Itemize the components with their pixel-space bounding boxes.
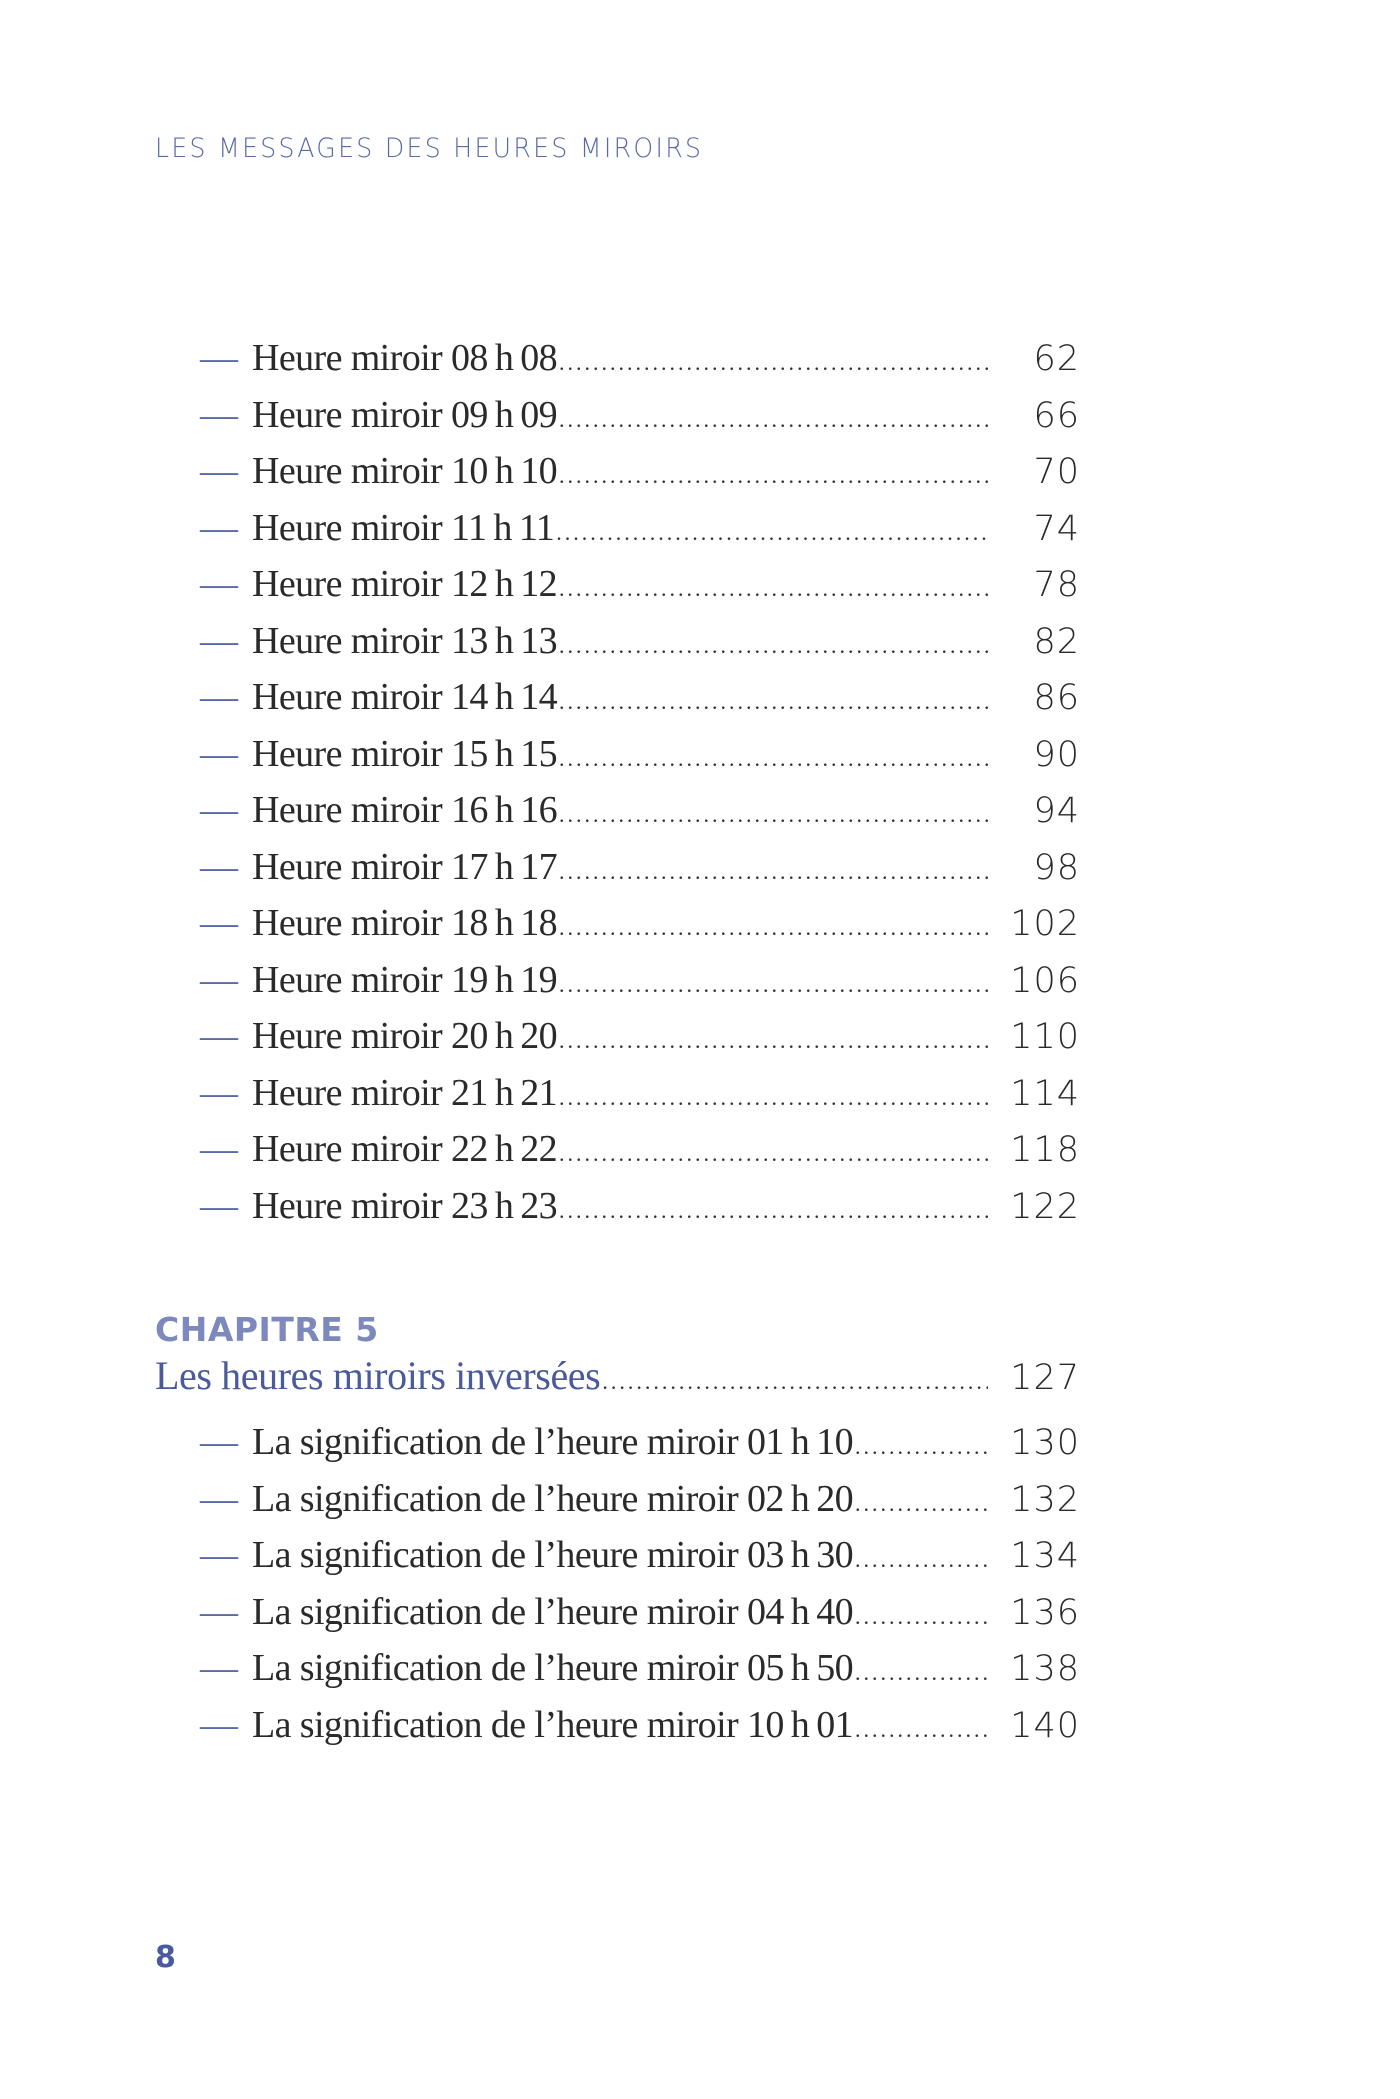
toc-entry-title: La signification de l’heure miroir 04 h 40 — [252, 1590, 854, 1633]
toc-entry[interactable] — [200, 1184, 1080, 1240]
toc-entry[interactable] — [200, 1477, 1080, 1533]
page-number: 74 — [1033, 508, 1080, 549]
toc-entry[interactable] — [200, 506, 1080, 562]
page-number: 102 — [1010, 904, 1080, 944]
toc-entry[interactable] — [200, 732, 1080, 788]
toc-entry-title: La signification de l’heure miroir 02 h 20 — [252, 1477, 854, 1520]
page-number: 132 — [1010, 1479, 1080, 1520]
dot-leader — [855, 1434, 988, 1460]
em-dash-icon: — — [200, 1071, 238, 1114]
toc-entry-title: Heure miroir 08 h 08 — [252, 337, 558, 379]
toc-entry-title: Heure miroir 09 h 09 — [252, 393, 558, 436]
toc-entry-title: La signification de l’heure miroir 03 h 30 — [252, 1534, 854, 1576]
toc-entry-title: Heure miroir 12 h 12 — [252, 563, 558, 605]
page-number: 114 — [1010, 1073, 1080, 1114]
page-number: 138 — [1010, 1649, 1080, 1689]
page-number: 130 — [1010, 1423, 1080, 1463]
toc-entry-title: Heure miroir 19 h 19 — [252, 958, 558, 1001]
toc-entry[interactable] — [200, 619, 1080, 675]
em-dash-icon: — — [200, 1703, 238, 1746]
toc-entry-title: Heure miroir 11 h 11 — [252, 506, 555, 549]
em-dash-icon: — — [200, 845, 238, 888]
page-number: 127 — [1010, 1358, 1080, 1398]
toc-entry[interactable] — [200, 1071, 1080, 1127]
toc-entry[interactable] — [200, 1420, 1080, 1476]
toc-entry[interactable] — [200, 845, 1080, 901]
page-number: 78 — [1033, 565, 1080, 605]
toc-entry-title: Heure miroir 16 h 16 — [252, 789, 558, 831]
toc-entry-title: Heure miroir 23 h 23 — [252, 1184, 558, 1227]
em-dash-icon: — — [200, 732, 238, 775]
page-number: 110 — [1010, 1017, 1080, 1057]
page-number: 106 — [1010, 960, 1080, 1001]
em-dash-icon: — — [200, 676, 238, 718]
dot-leader — [559, 689, 988, 715]
em-dash-icon: — — [200, 1477, 238, 1520]
em-dash-icon: — — [200, 1015, 238, 1057]
page-number: 118 — [1010, 1130, 1080, 1170]
dot-leader — [559, 1198, 988, 1224]
dot-leader — [855, 1717, 988, 1743]
em-dash-icon: — — [200, 902, 238, 944]
toc-entry-title: Heure miroir 14 h 14 — [252, 676, 558, 718]
dot-leader — [559, 859, 988, 885]
toc-entry[interactable] — [200, 449, 1080, 505]
toc-entry-title: Heure miroir 18 h 18 — [252, 902, 558, 944]
page-number: 140 — [1010, 1705, 1080, 1746]
toc-entry-title: Heure miroir 10 h 10 — [252, 450, 558, 492]
dot-leader — [559, 633, 988, 659]
em-dash-icon: — — [200, 337, 238, 379]
dot-leader — [602, 1369, 988, 1395]
dot-leader — [559, 915, 988, 941]
em-dash-icon: — — [200, 1647, 238, 1689]
page-number: 82 — [1033, 621, 1080, 662]
em-dash-icon: — — [200, 619, 238, 662]
dot-leader — [559, 576, 988, 602]
dot-leader — [559, 972, 988, 998]
em-dash-icon: — — [200, 1421, 238, 1463]
em-dash-icon: — — [200, 563, 238, 605]
dot-leader — [559, 350, 988, 376]
toc-entry-title: La signification de l’heure miroir 10 h 01 — [252, 1703, 854, 1746]
dot-leader — [559, 1085, 988, 1111]
em-dash-icon: — — [200, 393, 238, 436]
toc-entry-title: Heure miroir 13 h 13 — [252, 619, 558, 662]
running-head: LES MESSAGES DES HEURES MIROIRS — [155, 133, 704, 164]
dot-leader — [855, 1660, 988, 1686]
page-number: 94 — [1033, 791, 1080, 831]
dot-leader — [559, 1028, 988, 1054]
toc-entry-title: Heure miroir 15 h 15 — [252, 732, 558, 775]
toc-entry[interactable] — [200, 958, 1080, 1014]
toc-entry[interactable] — [200, 1014, 1080, 1070]
em-dash-icon: — — [200, 1590, 238, 1633]
toc-entry[interactable] — [200, 1533, 1080, 1589]
toc-entry-title: La signification de l’heure miroir 05 h 50 — [252, 1647, 854, 1689]
em-dash-icon: — — [200, 1184, 238, 1227]
page-number: 62 — [1033, 339, 1080, 379]
page-number: 134 — [1010, 1536, 1080, 1576]
toc-entry[interactable] — [200, 1646, 1080, 1702]
toc-entry[interactable] — [200, 675, 1080, 731]
dot-leader — [855, 1604, 988, 1630]
page-number: 66 — [1033, 395, 1080, 436]
folio-page-number: 8 — [155, 1940, 176, 1975]
toc-entry[interactable] — [200, 393, 1080, 449]
toc-entry[interactable] — [200, 1703, 1080, 1759]
chapter-title-row[interactable] — [155, 1352, 1080, 1408]
dot-leader — [559, 407, 988, 433]
chapter-title: Les heures miroirs inversées — [155, 1353, 601, 1398]
dot-leader — [855, 1547, 988, 1573]
dot-leader — [559, 463, 988, 489]
toc-entry-title: Heure miroir 22 h 22 — [252, 1128, 558, 1170]
toc-entry[interactable] — [200, 562, 1080, 618]
toc-entry[interactable] — [200, 1127, 1080, 1183]
chapter-label: CHAPITRE 5 — [155, 1310, 379, 1349]
dot-leader — [559, 746, 988, 772]
em-dash-icon: — — [200, 789, 238, 831]
page-number: 98 — [1033, 847, 1080, 888]
em-dash-icon: — — [200, 1128, 238, 1170]
em-dash-icon: — — [200, 958, 238, 1001]
toc-entry-title: La signification de l’heure miroir 01 h 10 — [252, 1421, 854, 1463]
page-number: 122 — [1010, 1186, 1080, 1227]
page-number: 90 — [1033, 734, 1080, 775]
page-number: 86 — [1033, 678, 1080, 718]
toc-entry[interactable] — [200, 1590, 1080, 1646]
toc-entry[interactable] — [200, 788, 1080, 844]
toc-entry[interactable] — [200, 336, 1080, 392]
dot-leader — [556, 520, 988, 546]
toc-entry-title: Heure miroir 21 h 21 — [252, 1071, 558, 1114]
dot-leader — [559, 802, 988, 828]
em-dash-icon: — — [200, 450, 238, 492]
em-dash-icon: — — [200, 506, 238, 549]
em-dash-icon: — — [200, 1534, 238, 1576]
dot-leader — [559, 1141, 988, 1167]
page-number: 70 — [1033, 452, 1080, 492]
toc-entry-title: Heure miroir 20 h 20 — [252, 1015, 558, 1057]
toc-entry-title: Heure miroir 17 h 17 — [252, 845, 558, 888]
dot-leader — [855, 1491, 988, 1517]
page-number: 136 — [1010, 1592, 1080, 1633]
toc-entry[interactable] — [200, 901, 1080, 957]
